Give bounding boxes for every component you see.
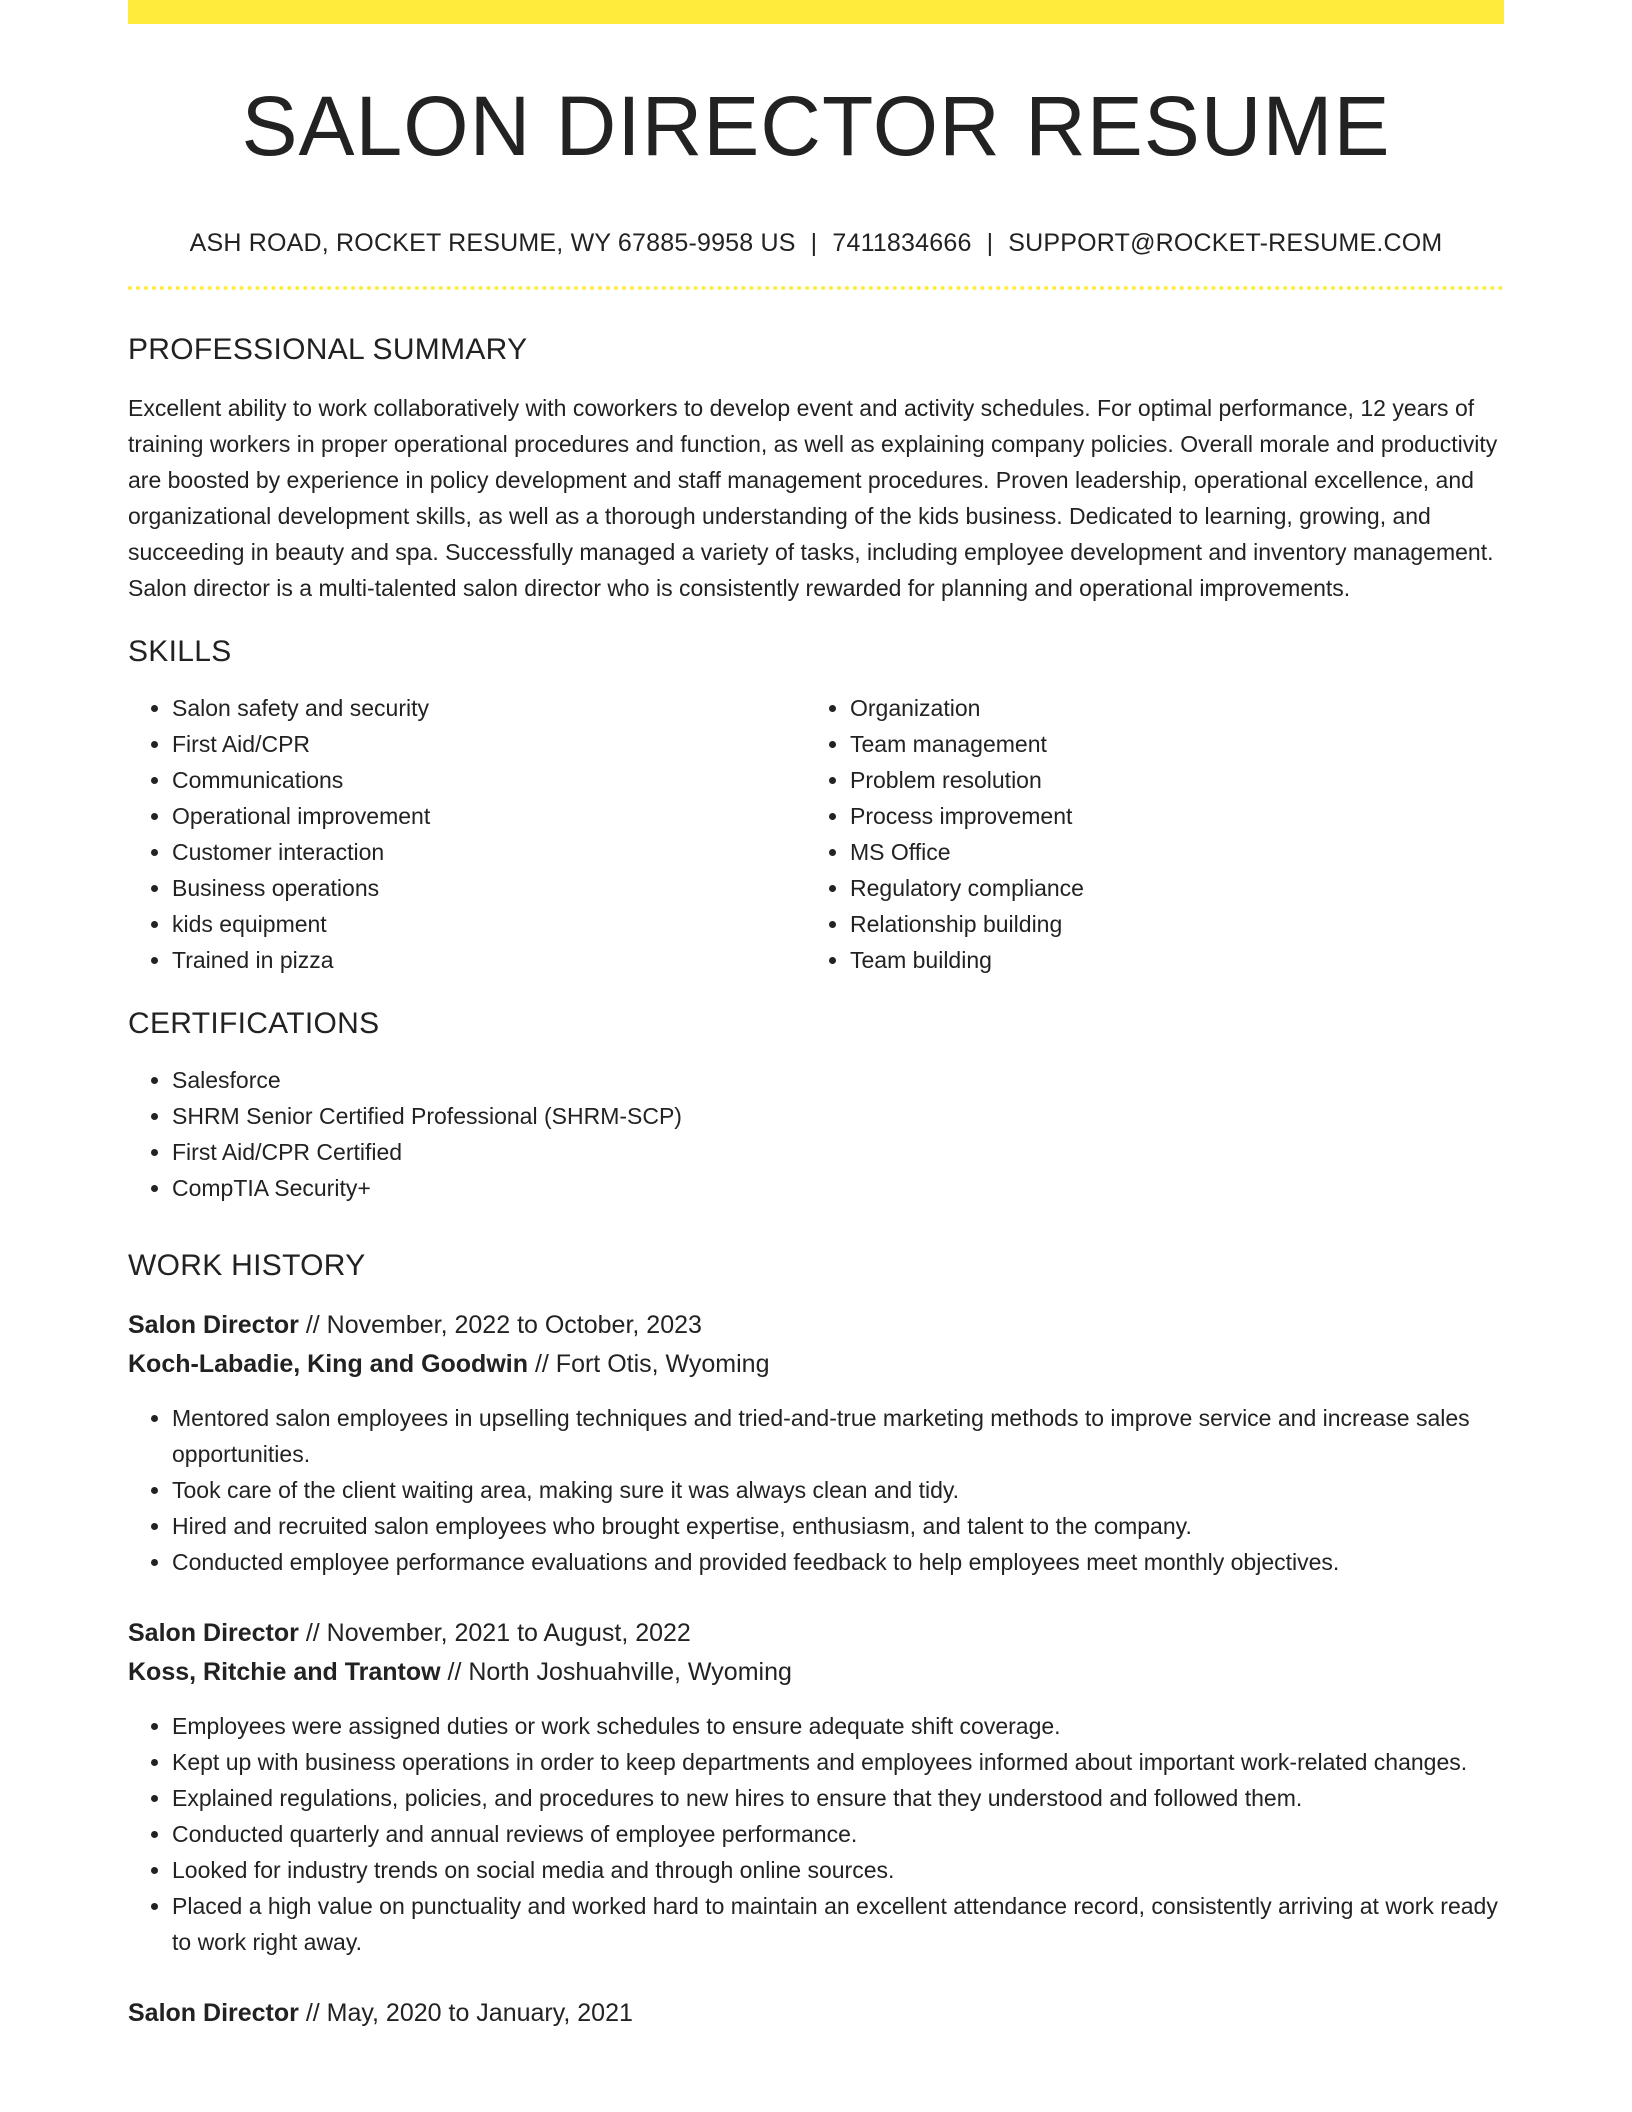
job-duty: • Hired and recruited salon employees who brought expertise, enthusiasm, and talent to the company. [172, 1508, 1504, 1544]
job-duty: • Kept up with business operations in order to keep departments and employees informed about important work-related changes. [172, 1744, 1504, 1780]
skill-item: • Team building [850, 942, 1484, 978]
contact-email: SUPPORT@ROCKET-RESUME.COM [1008, 229, 1443, 258]
contact-phone: 7411834666 [832, 229, 972, 258]
job-dates: May, 2020 to January, 2021 [326, 1999, 633, 2028]
work-history-heading: WORK HISTORY [128, 1249, 366, 1283]
job-separator: // [298, 1999, 327, 2028]
job-entry [128, 1614, 1504, 1960]
certifications-section [128, 1006, 1504, 1206]
certification-item: • First Aid/CPR Certified [172, 1134, 1504, 1170]
contact-separator: | [986, 229, 994, 258]
summary-text: Excellent ability to work collaboratively with coworkers to develop event and activity schedules. For optimal performance, 12 years of training workers in proper operational procedures and function, as well as explaining company policies. Overall morale and productivity are boosted by experience in policy development and staff management procedures. Proven leadership, operational excellence, and organizational development skills, as well as a thorough understanding of the kids business. Dedicated to learning, growing, and succeeding in beauty and spa. Successfully managed a variety of tasks, including employee development and inventory management. Salon director is a multi-talented salon director who is consistently rewarded for planning and operational improvements. [128, 395, 1498, 602]
skills-heading: SKILLS [128, 635, 232, 669]
skill-item: • Problem resolution [850, 762, 1484, 798]
job-title: Salon Director [128, 1619, 299, 1648]
job-title: Salon Director [128, 1999, 299, 2028]
job-separator: // [298, 1619, 327, 1648]
job-separator: // [298, 1311, 327, 1340]
contact-separator: | [810, 229, 818, 258]
certifications-heading: CERTIFICATIONS [128, 1007, 380, 1041]
contact-line [128, 228, 1504, 258]
certification-item: • CompTIA Security+ [172, 1170, 1504, 1206]
job-entry [128, 1994, 1504, 2033]
skill-item: • Customer interaction [172, 834, 806, 870]
certification-item: • Salesforce [172, 1062, 1504, 1098]
accent-top-bar [128, 0, 1504, 24]
skill-item: • Organization [850, 690, 1484, 726]
job-location: North Joshuahville, Wyoming [468, 1658, 792, 1687]
job-title-line [128, 1994, 1504, 2033]
job-company-line [128, 1345, 1504, 1384]
job-duty: • Conducted employee performance evaluations and provided feedback to help employees meet monthly objectives. [172, 1544, 1504, 1580]
job-location: Fort Otis, Wyoming [555, 1350, 770, 1379]
skill-item: • Business operations [172, 870, 806, 906]
job-duty: • Employees were assigned duties or work schedules to ensure adequate shift coverage. [172, 1708, 1504, 1744]
resume-page [128, 0, 1504, 2033]
skill-item: • kids equipment [172, 906, 806, 942]
skills-section [128, 634, 1504, 978]
job-company: Koss, Ritchie and Trantow [128, 1658, 441, 1687]
job-duty: • Mentored salon employees in upselling techniques and tried-and-true marketing methods to improve service and increase sales opportunities. [172, 1400, 1504, 1472]
job-dates: November, 2021 to August, 2022 [326, 1619, 691, 1648]
skills-grid [128, 690, 1504, 978]
skills-list-left [128, 690, 806, 978]
skill-item: • Communications [172, 762, 806, 798]
job-entry [128, 1306, 1504, 1580]
job-separator: // [440, 1658, 469, 1687]
skill-item: • Process improvement [850, 798, 1484, 834]
skill-item: • Trained in pizza [172, 942, 806, 978]
summary-section [128, 332, 1504, 606]
job-duties-list [128, 1400, 1504, 1580]
skill-item: • First Aid/CPR [172, 726, 806, 762]
skill-item: • Regulatory compliance [850, 870, 1484, 906]
job-dates: November, 2022 to October, 2023 [326, 1311, 702, 1340]
job-duty: • Took care of the client waiting area, making sure it was always clean and tidy. [172, 1472, 1504, 1508]
resume-title: SALON DIRECTOR RESUME [241, 79, 1391, 173]
job-duty: • Looked for industry trends on social media and through online sources. [172, 1852, 1504, 1888]
certifications-list [128, 1062, 1504, 1206]
skills-list-right [806, 690, 1484, 978]
skill-item: • Operational improvement [172, 798, 806, 834]
skill-item: • MS Office [850, 834, 1484, 870]
job-duty: • Conducted quarterly and annual reviews of employee performance. [172, 1816, 1504, 1852]
job-title-line [128, 1614, 1504, 1653]
work-history-section [128, 1248, 1504, 2033]
job-title-line [128, 1306, 1504, 1345]
skill-item: • Salon safety and security [172, 690, 806, 726]
skill-item: • Relationship building [850, 906, 1484, 942]
skills-column-left [128, 690, 806, 978]
job-company: Koch-Labadie, King and Goodwin [128, 1350, 528, 1379]
job-title: Salon Director [128, 1311, 299, 1340]
job-company-line [128, 1653, 1504, 1692]
certification-item: • SHRM Senior Certified Professional (SHRM-SCP) [172, 1098, 1504, 1134]
dotted-divider [128, 286, 1504, 290]
job-duty: • Placed a high value on punctuality and worked hard to maintain an excellent attendance record, consistently arriving at work ready to work right away. [172, 1888, 1504, 1960]
skills-column-right [806, 690, 1484, 978]
contact-address: ASH ROAD, ROCKET RESUME, WY 67885-9958 US [189, 229, 796, 258]
job-duty: • Explained regulations, policies, and procedures to new hires to ensure that they understood and followed them. [172, 1780, 1504, 1816]
job-separator: // [528, 1350, 556, 1379]
summary-heading: PROFESSIONAL SUMMARY [128, 333, 528, 367]
skill-item: • Team management [850, 726, 1484, 762]
job-duties-list [128, 1708, 1504, 1960]
